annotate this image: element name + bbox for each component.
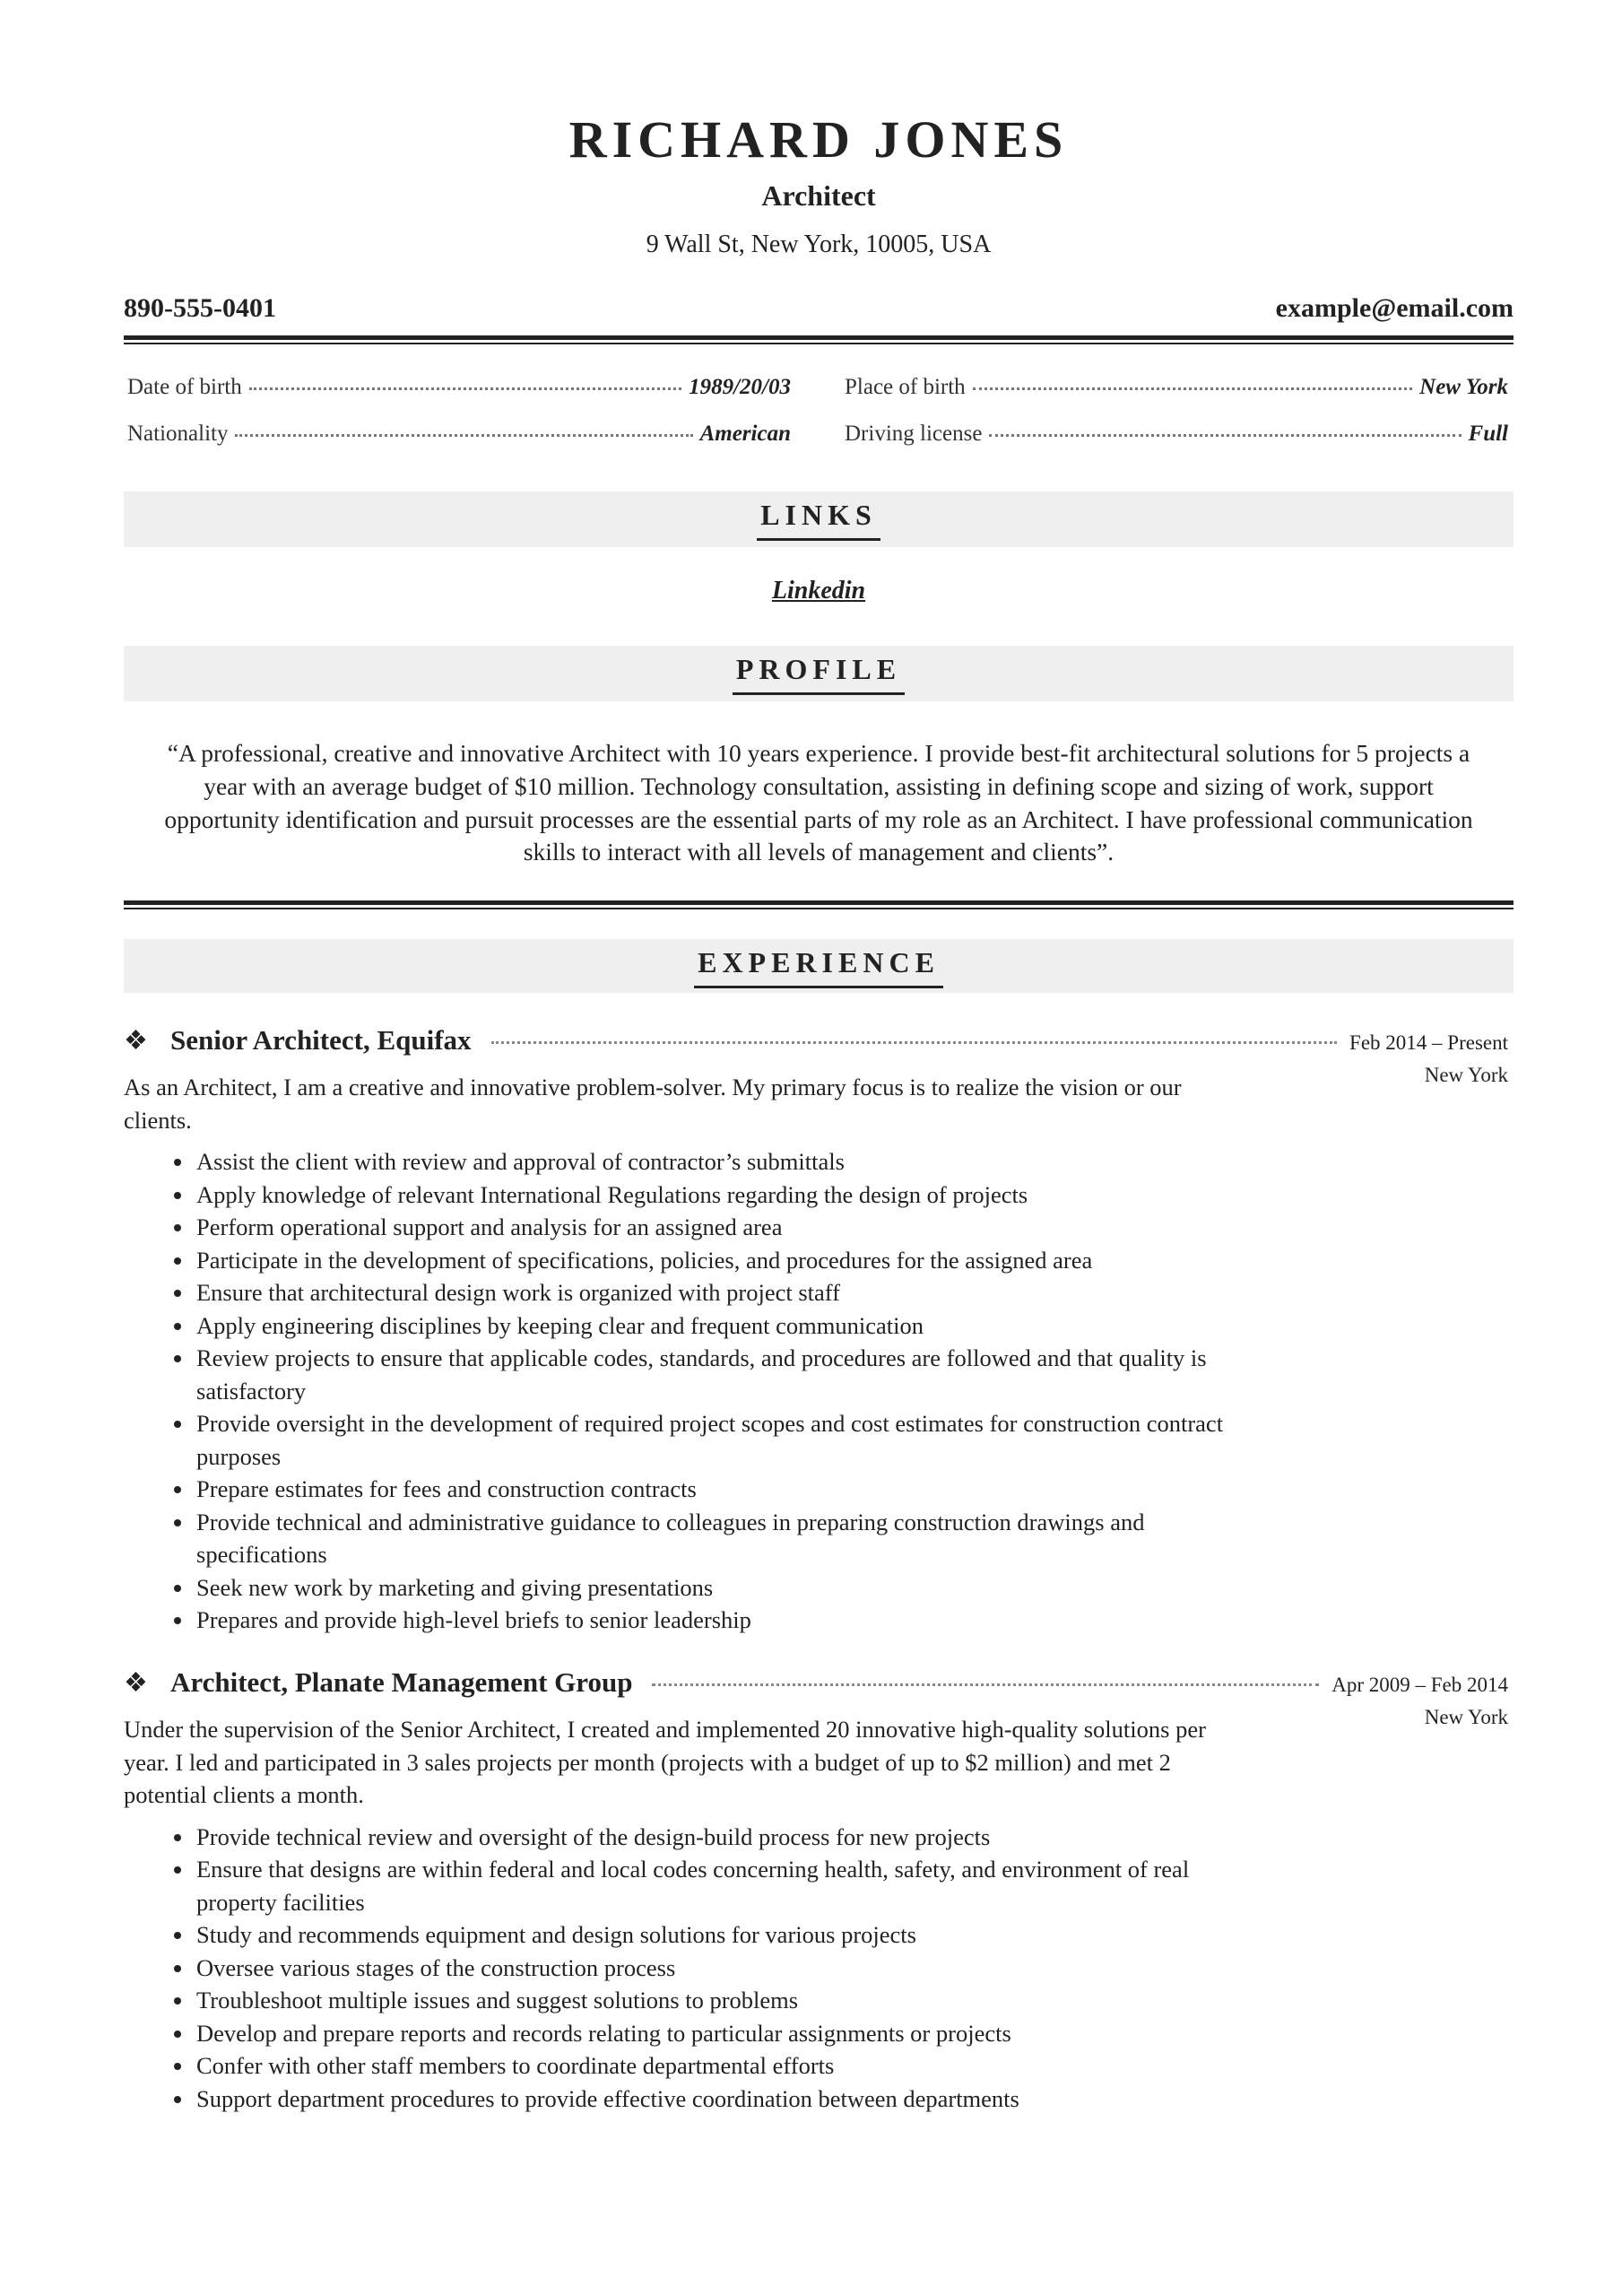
section-heading: EXPERIENCE <box>694 939 943 988</box>
list-item: • Assist the client with review and approval of contractor’s submittals <box>195 1145 1235 1178</box>
list-item: • Apply engineering disciplines by keeping clear and frequent communication <box>195 1309 1235 1343</box>
job-title: Architect, Planate Management Group <box>170 1666 633 1698</box>
job-bullets <box>124 1821 1235 2116</box>
list-item: • Apply knowledge of relevant International Regulations regarding the design of projects <box>195 1178 1235 1212</box>
section-links <box>124 491 1514 547</box>
job-title: Senior Architect, Equifax <box>170 1024 472 1056</box>
dot-leader <box>652 1683 1319 1686</box>
info-label: Date of birth <box>127 375 242 399</box>
job-location: New York <box>1424 1706 1508 1728</box>
email[interactable]: example@email.com <box>1275 293 1514 323</box>
list-item: • Seek new work by marketing and giving presentations <box>195 1571 1235 1605</box>
section-heading: PROFILE <box>733 646 905 695</box>
address: 9 Wall St, New York, 10005, USA <box>646 230 992 258</box>
info-date-of-birth <box>127 375 791 407</box>
list-item: • Prepares and provide high-level briefs to senior leadership <box>195 1604 1235 1637</box>
info-value: New York <box>1419 375 1508 399</box>
list-item: • Provide technical and administrative guidance to colleagues in preparing construction drawings and specifications <box>195 1506 1235 1571</box>
list-item: • Ensure that designs are within federal and local codes concerning health, safety, and environment of real property facilities <box>195 1853 1235 1918</box>
job-description: Under the supervision of the Senior Architect, I created and implemented 20 innovative high-quality solutions per year. I led and participated in 3 sales projects per month (projects with a budget of up to $2 million) and met 2 potential clients a month. <box>124 1716 1206 1808</box>
dot-leader <box>973 387 1412 390</box>
info-value: 1989/20/03 <box>689 375 791 399</box>
job-dates: Feb 2014 – Present <box>1349 1031 1508 1054</box>
info-label: Place of birth <box>845 375 966 399</box>
dot-leader <box>235 434 692 437</box>
info-label: Driving license <box>845 422 983 446</box>
section-experience <box>124 939 1514 993</box>
phone: 890-555-0401 <box>124 293 276 323</box>
job-dates: Apr 2009 – Feb 2014 <box>1331 1674 1508 1696</box>
info-value: American <box>699 422 791 446</box>
list-item: • Oversee various stages of the construction process <box>195 1952 1235 1985</box>
list-item: • Review projects to ensure that applicable codes, standards, and procedures are followed and that quality is satisfactory <box>195 1342 1235 1407</box>
job-entry <box>124 1666 1514 2115</box>
list-item: • Ensure that architectural design work is organized with project staff <box>195 1276 1235 1309</box>
list-item: • Confer with other staff members to coordinate departmental efforts <box>195 2049 1235 2083</box>
list-item: • Provide oversight in the development of required project scopes and cost estimates for construction contract purposes <box>195 1407 1235 1473</box>
list-item: • Study and recommends equipment and design solutions for various projects <box>195 1918 1235 1952</box>
job-description: As an Architect, I am a creative and innovative problem-solver. My primary focus is to realize the vision or our clients. <box>124 1074 1182 1134</box>
list-item: • Participate in the development of specifications, policies, and procedures for the assigned area <box>195 1244 1235 1277</box>
list-item: • Perform operational support and analysis for an assigned area <box>195 1211 1235 1244</box>
job-title: Architect <box>761 179 876 212</box>
job-entry <box>124 1024 1514 1637</box>
info-value: Full <box>1468 422 1508 446</box>
linkedin-link[interactable]: Linkedin <box>771 577 866 604</box>
list-item: • Prepare estimates for fees and construction contracts <box>195 1473 1235 1506</box>
profile-text: “A professional, creative and innovative Architect with 10 years experience. I provide best-fit architectural solutions for 5 projects a year with an average budget of $10 million. Technology consultation, assisting in defining scope and sizing of work, support opportunity identification and pursuit processes are the essential parts of my role as an Architect. I have professional communication skills to interact with all levels of management and clients”. <box>164 739 1473 866</box>
list-item: • Troubleshoot multiple issues and suggest solutions to problems <box>195 1984 1235 2017</box>
clover-bullet-icon: ❖ <box>124 1668 148 1698</box>
list-item: • Support department procedures to provide effective coordination between departments <box>195 2083 1235 2116</box>
dot-leader <box>491 1041 1337 1044</box>
list-item: • Provide technical review and oversight of the design-build process for new projects <box>195 1821 1235 1854</box>
job-location: New York <box>1424 1064 1508 1086</box>
info-nationality <box>127 422 791 454</box>
section-profile <box>124 646 1514 701</box>
divider <box>124 335 1514 344</box>
job-bullets <box>124 1145 1235 1637</box>
info-label: Nationality <box>127 422 229 446</box>
info-place-of-birth <box>845 375 1508 407</box>
divider <box>124 900 1514 909</box>
list-item: • Develop and prepare reports and records relating to particular assignments or projects <box>195 2017 1235 2050</box>
dot-leader <box>249 387 681 390</box>
dot-leader <box>989 434 1461 437</box>
section-heading: LINKS <box>757 491 880 541</box>
info-driving-license <box>845 422 1508 454</box>
candidate-name: RICHARD JONES <box>568 110 1069 169</box>
clover-bullet-icon: ❖ <box>124 1026 148 1056</box>
